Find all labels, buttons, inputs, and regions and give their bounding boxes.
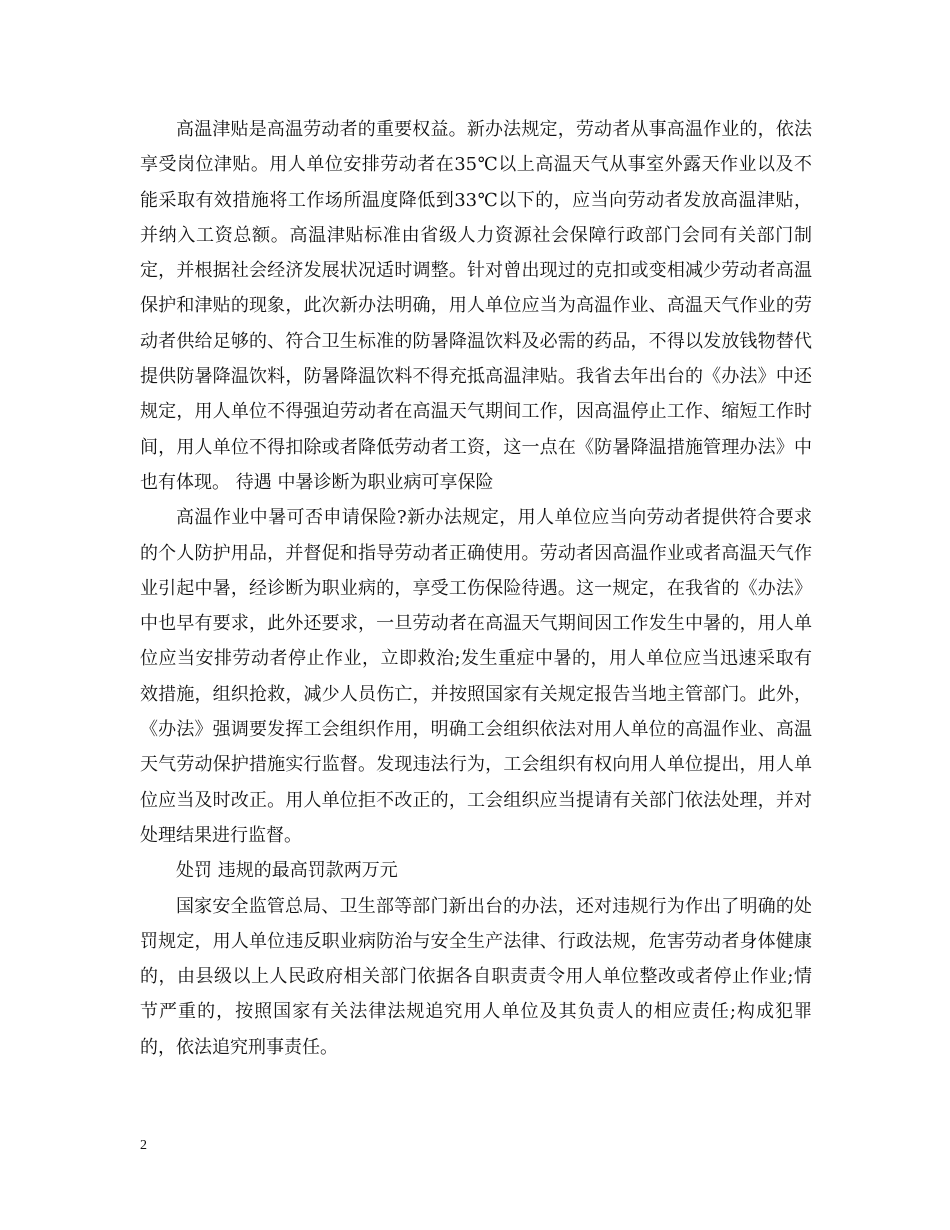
paragraph-penalty-rules: 国家安全监管总局、卫生部等部门新出台的办法，还对违规行为作出了明确的处罚规定，用人单位违反职业病防治与安全生产法律、行政法规，危害劳动者身体健康的，由县级以上人民政府相关部门依据各自职责责令用人单位整改或者停止作业;情节严重的，按照国家有关法律法规追究用人单位及其负责人的相应责任;构成犯罪的，依法追究刑事责任。 — [140, 895, 812, 1058]
document-body — [140, 112, 812, 1065]
page-number: 2 — [140, 1138, 147, 1153]
section-heading-penalty: 处罚 违规的最高罚款两万元 — [176, 860, 398, 882]
paragraph-heatstroke-insurance: 高温作业中暑可否申请保险?新办法规定，用人单位应当向劳动者提供符合要求的个人防护用品，并督促和指导劳动者正确使用。劳动者因高温作业或者高温天气作业引起中暑，经诊断为职业病的，享受工伤保险待遇。这一规定，在我省的《办法》中也早有要求，此外还要求，一旦劳动者在高温天气期间因工作发生中暑的，用人单位应当安排劳动者停止作业，立即救治;发生重症中暑的，用人单位应当迅速采取有效措施，组织抢救，减少人员伤亡，并按照国家有关规定报告当地主管部门。此外，《办法》强调要发挥工会组织作用，明确工会组织依法对用人单位的高温作业、高温天气劳动保护措施实行监督。发现违法行为，工会组织有权向用人单位提出，用人单位应当及时改正。用人单位拒不改正的，工会组织应当提请有关部门依法处理，并对处理结果进行监督。 — [140, 507, 812, 846]
paragraph-high-temperature-allowance: 高温津贴是高温劳动者的重要权益。新办法规定，劳动者从事高温作业的，依法享受岗位津贴。用人单位安排劳动者在35℃以上高温天气从事室外露天作业以及不能采取有效措施将工作场所温度降低到33℃以下的，应当向劳动者发放高温津贴，并纳入工资总额。高温津贴标准由省级人力资源社会保障行政部门会同有关部门制定，并根据社会经济发展状况适时调整。针对曾出现过的克扣或变相减少劳动者高温保护和津贴的现象，此次新办法明确，用人单位应当为高温作业、高温天气作业的劳动者供给足够的、符合卫生标准的防暑降温饮料及必需的药品，不得以发放钱物替代提供防暑降温饮料，防暑降温饮料不得充抵高温津贴。我省去年出台的《办法》中还规定，用人单位不得强迫劳动者在高温天气期间工作，因高温停止工作、缩短工作时间，用人单位不得扣除或者降低劳动者工资，这一点在《防暑降温措施管理办法》中也有体现。 待遇 中暑诊断为职业病可享保险 — [140, 119, 812, 493]
